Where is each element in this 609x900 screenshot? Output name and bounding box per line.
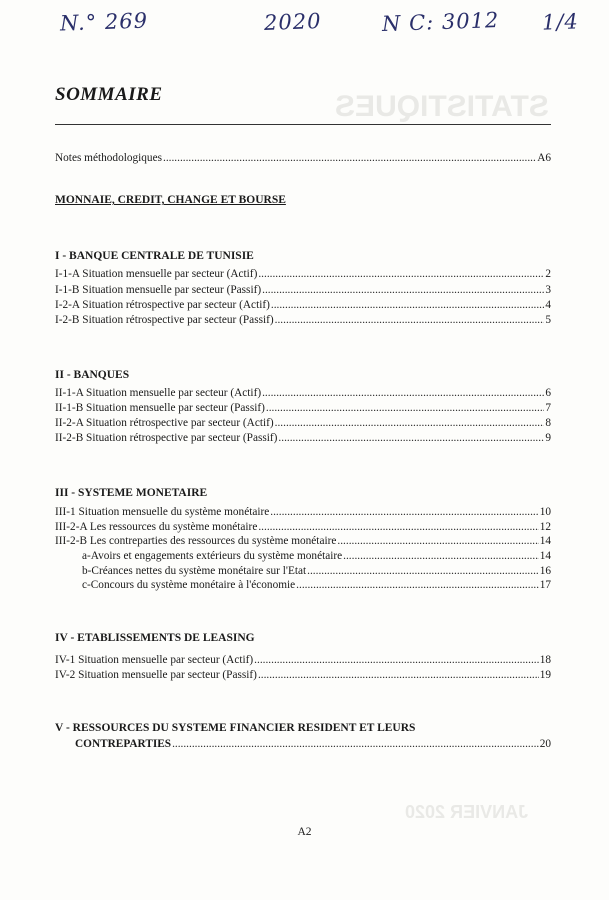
toc-entry-label: a-Avoirs et engagements extérieurs du système monétaire bbox=[82, 550, 343, 562]
toc-entry-page: 10 bbox=[539, 506, 551, 518]
toc-entry[interactable] bbox=[55, 267, 551, 282]
toc-entry[interactable] bbox=[55, 401, 551, 416]
leader-dots bbox=[258, 520, 538, 535]
annotation-year: 2020 bbox=[263, 9, 322, 35]
leader-dots bbox=[262, 386, 544, 401]
toc-entry[interactable] bbox=[55, 668, 551, 683]
toc-entry-page: 20 bbox=[539, 738, 551, 750]
toc-entry-page: 19 bbox=[539, 669, 551, 681]
toc-entry-label: I-1-B Situation mensuelle par secteur (Passif) bbox=[55, 284, 262, 296]
annotation-number: N.° 269 bbox=[59, 8, 149, 36]
toc-entry[interactable] bbox=[55, 386, 551, 401]
toc-entry-page: 9 bbox=[545, 432, 551, 444]
toc-entry-page: 12 bbox=[539, 521, 551, 533]
toc-entry-label: I-2-A Situation rétrospective par secteur (Actif) bbox=[55, 299, 270, 311]
leader-dots bbox=[307, 564, 539, 579]
toc-entry-label: II-1-A Situation mensuelle par secteur (Actif) bbox=[55, 387, 262, 399]
section-heading: III - SYSTEME MONETAIRE bbox=[55, 487, 208, 499]
toc-entry[interactable] bbox=[55, 313, 551, 328]
annotation-fraction: 1/4 bbox=[541, 9, 580, 35]
toc-entry-label: III-1 Situation mensuelle du système monétaire bbox=[55, 506, 270, 518]
toc-entry[interactable] bbox=[55, 534, 551, 549]
toc-entry-label: I-2-B Situation rétrospective par secteur (Passif) bbox=[55, 314, 274, 326]
toc-entry-label: II-2-A Situation rétrospective par secteur (Actif) bbox=[55, 417, 274, 429]
toc-subentry[interactable] bbox=[82, 549, 551, 564]
main-heading: MONNAIE, CREDIT, CHANGE ET BOURSE bbox=[55, 194, 286, 206]
toc-subentry[interactable] bbox=[82, 564, 551, 579]
toc-entry-page: 7 bbox=[545, 402, 551, 414]
page-title: SOMMAIRE bbox=[55, 84, 163, 105]
leader-dots bbox=[172, 737, 539, 752]
section-heading: IV - ETABLISSEMENTS DE LEASING bbox=[55, 632, 255, 644]
toc-entry-page: A6 bbox=[537, 152, 551, 164]
toc-entry-page: 14 bbox=[539, 535, 551, 547]
leader-dots bbox=[163, 151, 536, 166]
leader-dots bbox=[258, 267, 544, 282]
section-heading: V - RESSOURCES DU SYSTEME FINANCIER RESIDENT ET LEURS bbox=[55, 722, 416, 734]
toc-entry-page: 2 bbox=[545, 268, 551, 280]
toc-entry-label: III-2-B Les contreparties des ressources du système monétaire bbox=[55, 535, 337, 547]
section-heading: II - BANQUES bbox=[55, 369, 130, 381]
annotation-code: N C: 3012 bbox=[381, 7, 500, 37]
leader-dots bbox=[337, 534, 538, 549]
page-number: A2 bbox=[297, 826, 312, 838]
toc-entry-label: III-2-A Les ressources du système monétaire bbox=[55, 521, 258, 533]
toc-entry-label: IV-1 Situation mensuelle par secteur (Actif) bbox=[55, 654, 254, 666]
leader-dots bbox=[270, 505, 538, 520]
leader-dots bbox=[258, 668, 539, 683]
toc-entry[interactable] bbox=[55, 416, 551, 431]
toc-entry-label: IV-2 Situation mensuelle par secteur (Passif) bbox=[55, 669, 257, 681]
bleed-through-date: JANVIER 2020 bbox=[405, 802, 529, 822]
leader-dots bbox=[296, 578, 539, 593]
toc-entry-label: b-Créances nettes du système monétaire sur l'Etat bbox=[82, 565, 307, 577]
toc-entry-page: 4 bbox=[545, 299, 551, 311]
leader-dots bbox=[343, 549, 539, 564]
toc-entry[interactable] bbox=[55, 505, 551, 520]
toc-entry-page: 18 bbox=[539, 654, 551, 666]
toc-subentry[interactable] bbox=[82, 578, 551, 593]
toc-entry[interactable] bbox=[55, 653, 551, 668]
toc-entry[interactable] bbox=[75, 737, 551, 752]
toc-entry-page: 3 bbox=[545, 284, 551, 296]
toc-entry-page: 16 bbox=[539, 565, 551, 577]
toc-entry[interactable] bbox=[55, 520, 551, 535]
toc-entry-label: I-1-A Situation mensuelle par secteur (Actif) bbox=[55, 268, 258, 280]
leader-dots bbox=[266, 401, 544, 416]
title-divider bbox=[55, 124, 551, 125]
toc-entry-label: II-2-B Situation rétrospective par secteur (Passif) bbox=[55, 432, 278, 444]
leader-dots bbox=[262, 283, 544, 298]
toc-entry-page: 5 bbox=[545, 314, 551, 326]
toc-entry-page: 6 bbox=[545, 387, 551, 399]
toc-entry-page: 17 bbox=[539, 579, 551, 591]
toc-entry-label: c-Concours du système monétaire à l'économie bbox=[82, 579, 296, 591]
toc-entry[interactable] bbox=[55, 298, 551, 313]
leader-dots bbox=[275, 313, 545, 328]
leader-dots bbox=[271, 298, 544, 313]
toc-entry-label: CONTREPARTIES bbox=[75, 738, 172, 750]
toc-entry[interactable] bbox=[55, 283, 551, 298]
toc-entry-label: II-1-B Situation mensuelle par secteur (Passif) bbox=[55, 402, 265, 414]
leader-dots bbox=[278, 431, 544, 446]
toc-entry[interactable] bbox=[55, 431, 551, 446]
bleed-through-title: STATISTIQUES bbox=[335, 90, 549, 123]
leader-dots bbox=[254, 653, 539, 668]
leader-dots bbox=[275, 416, 545, 431]
toc-entry-notes[interactable] bbox=[55, 151, 551, 166]
toc-entry-page: 8 bbox=[545, 417, 551, 429]
toc-entry-label: Notes méthodologiques bbox=[55, 152, 162, 164]
section-heading: I - BANQUE CENTRALE DE TUNISIE bbox=[55, 250, 254, 262]
toc-entry-page: 14 bbox=[539, 550, 551, 562]
